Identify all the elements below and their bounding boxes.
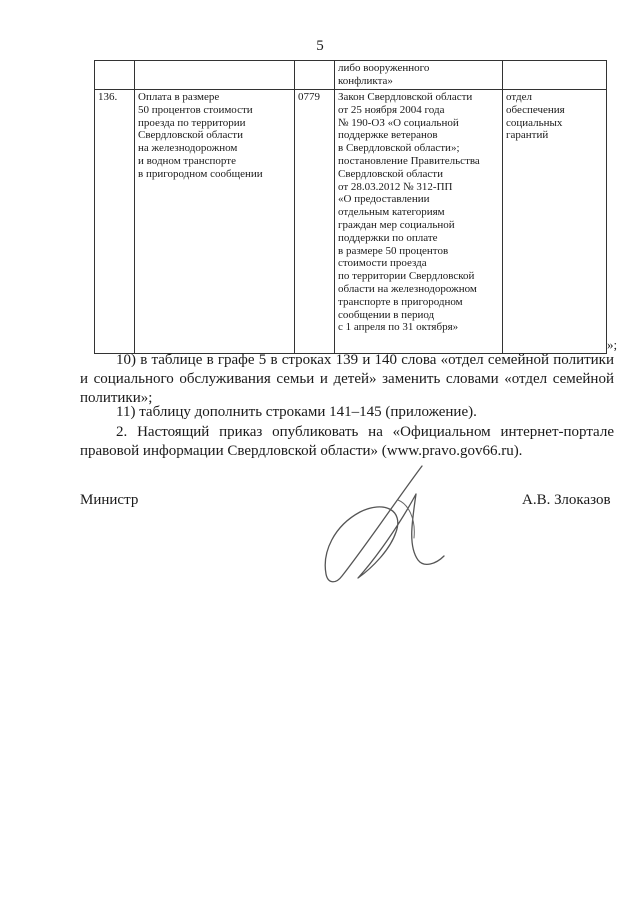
cell-department <box>503 61 607 90</box>
signatory-name: А.В. Злоказов <box>522 492 611 508</box>
paragraph-item-11: 11) таблицу дополнить строками 141–145 (приложение). <box>116 404 477 420</box>
page-number: 5 <box>316 38 324 54</box>
table-row-136 <box>95 90 607 354</box>
paragraph-item-10: 10) в таблице в графе 5 в строках 139 и 140 слова «отдел семейной политики и социального обслуживания семьи и детей» заменить словами «отдел семейной политики»; <box>80 352 614 406</box>
cell-benefit-name: Оплата в размере 50 процентов стоимости проезда по территории Свердловской области на железнодорожном и водном транспорте в пригородном сообщении <box>135 90 295 354</box>
benefits-table <box>94 60 607 354</box>
table-row-continuation <box>95 61 607 90</box>
cell-number: 136. <box>95 90 135 354</box>
handwritten-signature <box>300 460 460 590</box>
cell-code <box>295 61 335 90</box>
cell-number <box>95 61 135 90</box>
paragraph-section-2: 2. Настоящий приказ опубликовать на «Официальном интернет-портале правовой информации Свердловской области» (www.pravo.gov66.ru). <box>80 424 614 459</box>
cell-department: отдел обеспечения социальных гарантий <box>503 90 607 354</box>
cell-legal-basis: либо вооруженного конфликта» <box>335 61 503 90</box>
cell-legal-basis: Закон Свердловской области от 25 ноября 2004 года № 190-ОЗ «О социальной поддержке ветеранов в Свердловской области»; постановление Правительства Свердловской области от 28.03.2012 № 312-ПП «О предоставлении отдельным категориям граждан мер социальной поддержки по оплате в размере 50 процентов стоимости проезда по территории Свердловской области на железнодорожном транспорте в пригородном сообщении в период с 1 апреля по 31 октября» <box>335 90 503 354</box>
signatory-position: Министр <box>80 492 139 508</box>
cell-code: 0779 <box>295 90 335 354</box>
cell-benefit-name <box>135 61 295 90</box>
table-closing-quote: »; <box>607 337 618 352</box>
